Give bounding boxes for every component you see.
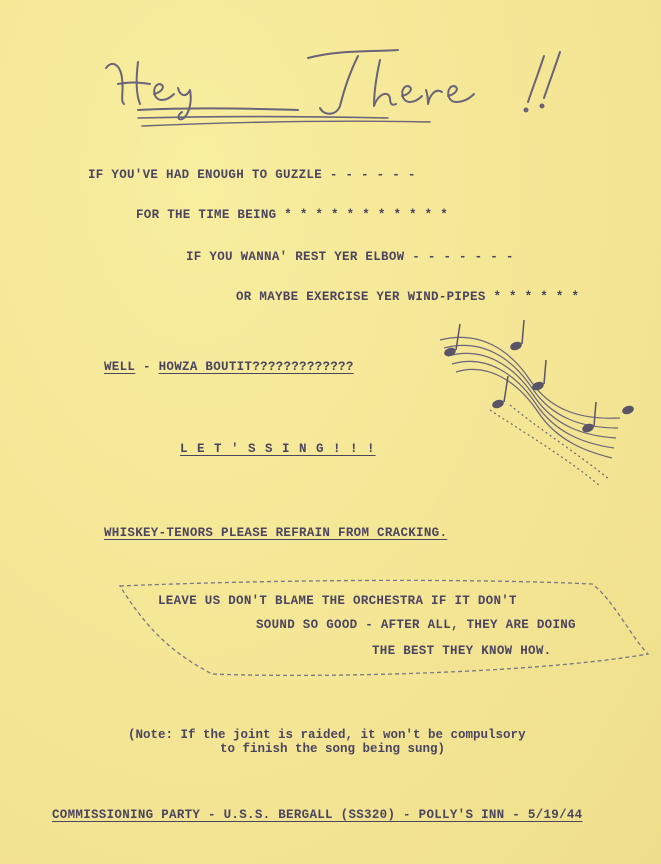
box-line-1: LEAVE US DON'T BLAME THE ORCHESTRA IF IT DON'T	[158, 594, 517, 608]
line-howza	[104, 360, 354, 374]
line-rest-elbow: IF YOU WANNA' REST YER ELBOW - - - - - - -	[186, 250, 514, 264]
note-line-2: to finish the song being sung)	[220, 742, 446, 756]
line-whiskey-tenors: WHISKEY-TENORS PLEASE REFRAIN FROM CRACKING.	[104, 526, 448, 540]
footer-commissioning: COMMISSIONING PARTY - U.S.S. BERGALL (SS320) - POLLY'S INN - 5/19/44	[52, 808, 583, 822]
dash-text: -	[135, 360, 159, 374]
handwritten-heading-drawing	[98, 38, 578, 138]
well-text: WELL	[104, 360, 136, 374]
howza-text: HOWZA BOUTIT?????????????	[158, 360, 354, 374]
note-line-1: (Note: If the joint is raided, it won't be compulsory	[128, 728, 526, 742]
line-wind-pipes: OR MAYBE EXERCISE YER WIND-PIPES * * * * * *	[236, 290, 580, 304]
line-time-being: FOR THE TIME BEING * * * * * * * * * * *	[136, 208, 449, 222]
box-line-2: SOUND SO GOOD - AFTER ALL, THEY ARE DOING	[256, 618, 576, 632]
box-line-3: THE BEST THEY KNOW HOW.	[372, 644, 552, 658]
music-staff-drawing	[420, 310, 620, 490]
lets-sing: L E T ' S S I N G ! ! !	[180, 442, 376, 456]
line-guzzle: IF YOU'VE HAD ENOUGH TO GUZZLE - - - - - -	[88, 168, 416, 182]
handwritten-heading	[98, 38, 578, 138]
